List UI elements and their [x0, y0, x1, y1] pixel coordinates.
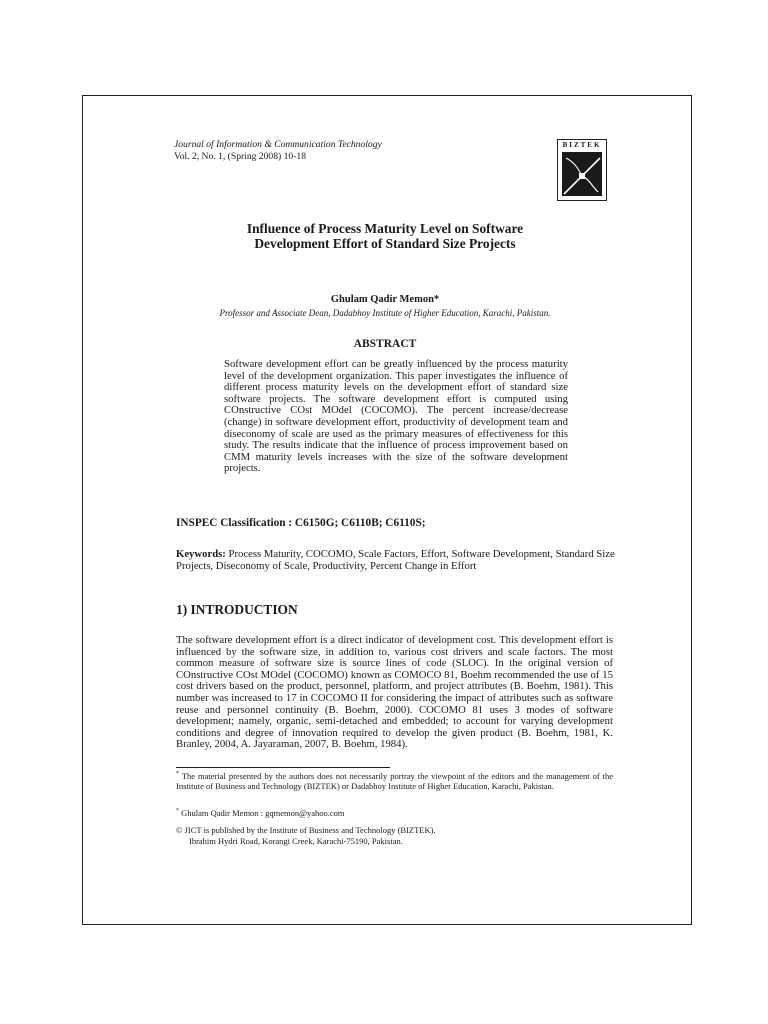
abstract-heading: ABSTRACT [353, 338, 417, 350]
journal-volume: Vol. 2, No. 1, (Spring 2008) 10-18 [174, 151, 307, 162]
author-name: Ghulam Qadir Memon* [330, 294, 440, 305]
footnote-author-contact [176, 808, 613, 818]
journal-name: Journal of Information & Communication Technology [174, 139, 382, 150]
author-affiliation: Professor and Associate Dean, Dadabhoy Institute of Higher Education, Karachi, Pakistan. [219, 308, 551, 318]
footnote-divider [176, 767, 390, 768]
paper-title-line2: Development Effort of Standard Size Projects [254, 236, 516, 251]
publisher-line2: Ibrahim Hydri Road, Korangi Creek, Karachi-75190, Pakistan. [189, 835, 403, 846]
introduction-heading: 1) INTRODUCTION [176, 602, 298, 617]
paper-title [160, 221, 610, 251]
inspec-classification: INSPEC Classification : C6150G; C6110B; C6110S; [176, 517, 426, 529]
publisher-line1: JICT is published by the Institute of Business and Technology (BIZTEK). [184, 825, 436, 835]
biztek-logo [557, 139, 607, 201]
footnote-mark-1: * [176, 771, 179, 778]
keywords-label: Keywords: [176, 548, 226, 560]
keywords [176, 549, 616, 572]
paper-title-line1: Influence of Process Maturity Level on Software [246, 221, 524, 236]
copyright-icon: © [176, 825, 183, 835]
footnote-publisher [176, 825, 613, 847]
journal-header [174, 139, 382, 163]
logo-text: BIZTEK [562, 141, 602, 149]
footnote-mark-2: * [176, 808, 179, 815]
abstract-text: Software development effort can be greatly influenced by the process maturity level of the development organization. This paper investigates the influence of different process maturity levels on the development effort of standard size software projects. The software development effort is computed using COnstructive COst MOdel (COCOMO). The percent increase/decrease (change) in software development effort, productivity of development team and diseconomy of scale are used as the primary measures of effectiveness for this study. The results indicate that the influence of process improvement based on CMM maturity levels increases with the size of the software development projects. [224, 358, 568, 475]
keywords-value: Process Maturity, COCOMO, Scale Factors, Effort, Software Development, Standard Size Projects, Diseconomy of Scale, Productivity, Percent Change in Effort [176, 548, 615, 572]
footnote-disclaimer-text: The material presented by the authors does not necessarily portray the viewpoint of the editors and the management of the Institute of Business and Technology (BIZTEK) or Dadabhoy Institute of Higher Education, Karachi, Pakistan. [176, 771, 613, 792]
footnote-author-contact-text: Ghulam Qadir Memon : gqmemon@yahoo.com [181, 808, 345, 818]
footnote-disclaimer [176, 771, 613, 792]
biztek-logo-icon [562, 152, 602, 196]
introduction-text: The software development effort is a direct indicator of development cost. This development effort is influenced by the software size, in addition to, various cost drivers and scale factors. The most common measure of software size is source lines of code (SLOC). In the original version of COnstructive COst MOdel (COCOMO) known as COMOCO 81, Boehm recommended the use of 15 cost drivers based on the product, personnel, platform, and project attributes (B. Boehm, 1981). This number was increased to 17 in COCOMO II for considering the impact of attributes such as software reuse and personnel continuity (B. Boehm, 2000). COCOMO 81 uses 3 modes of software development; namely, organic, semi-detached and embedded; to account for varying development conditions and degree of innovation required to develop the given product (B. Boehm, 1981, K. Branley, 2004, A. Jayaraman, 2007, B. Boehm, 1984). [176, 634, 613, 751]
page-border [82, 95, 692, 925]
